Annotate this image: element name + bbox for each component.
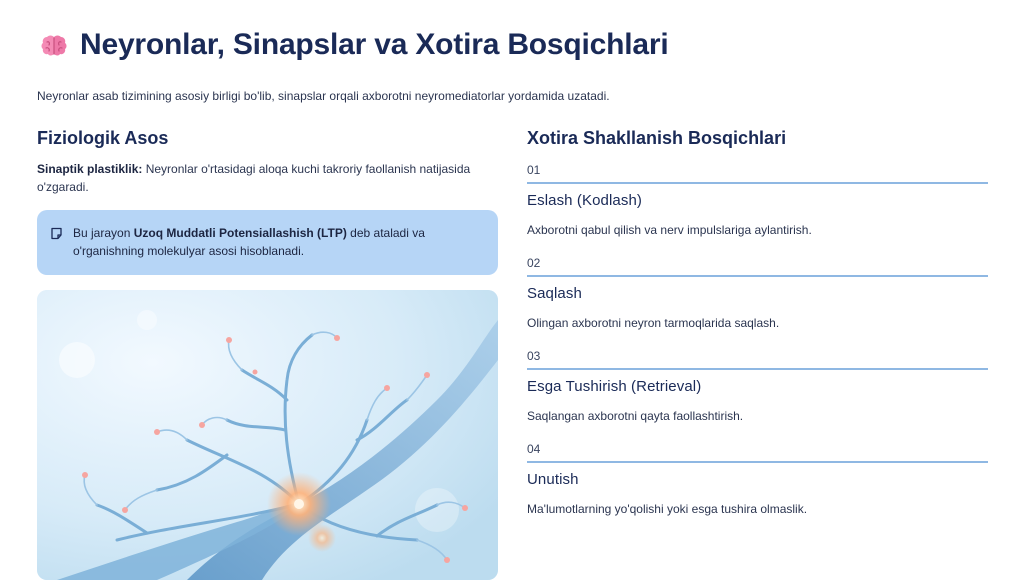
- step-description: Ma'lumotlarning yo'qolishi yoki esga tushira olmaslik.: [527, 502, 808, 516]
- step-number: 04: [527, 442, 541, 456]
- step-description: Axborotni qabul qilish va nerv impulslariga aylantirish.: [527, 223, 812, 237]
- step-number: 02: [527, 256, 541, 270]
- right-column: [527, 128, 988, 516]
- step-description: Olingan axborotni neyron tarmoqlarida saqlash.: [527, 316, 780, 330]
- step-number: 01: [527, 163, 541, 177]
- step-number: 03: [527, 349, 541, 363]
- step-title: Eslash (Kodlash): [527, 192, 642, 209]
- memory-step: [527, 349, 988, 423]
- plasticity-label: Sinaptik plastiklik:: [37, 162, 143, 176]
- step-title: Esga Tushirish (Retrieval): [527, 378, 702, 395]
- step-title: Unutish: [527, 471, 579, 488]
- step-title: Saqlash: [527, 285, 582, 302]
- plasticity-text: Neyronlar o'rtasidagi aloqa kuchi takroriy faollanish natijasida o'zgaradi.: [37, 162, 471, 194]
- ltp-note-box: [37, 210, 498, 275]
- memory-step: [527, 256, 988, 330]
- left-column: [37, 128, 498, 275]
- memory-step: [527, 442, 988, 516]
- note-text-after: deb ataladi va o'rganishning molekulyar asosi hisoblanadi.: [73, 226, 425, 258]
- neuron-illustration: [37, 290, 498, 580]
- step-divider: [527, 461, 988, 463]
- step-divider: [527, 182, 988, 184]
- note-icon: [50, 227, 63, 240]
- note-text-bold: Uzoq Muddatli Potensiallashish (LTP): [133, 226, 347, 240]
- section-heading-physiology: Fiziologik Asos: [37, 128, 169, 148]
- plasticity-paragraph: [37, 160, 477, 196]
- section-heading-memory-stages: Xotira Shakllanish Bosqichlari: [527, 128, 787, 148]
- note-text: [73, 224, 482, 275]
- step-divider: [527, 368, 988, 370]
- page-title: Neyronlar, Sinapslar va Xotira Bosqichlari: [80, 28, 669, 61]
- note-text-before: Bu jarayon: [73, 226, 134, 240]
- memory-step: [527, 163, 988, 237]
- step-description: Saqlangan axborotni qayta faollashtirish.: [527, 409, 744, 423]
- title-row: [38, 28, 669, 62]
- intro-text: Neyronlar asab tizimining asosiy birligi bo'lib, sinapslar orqali axborotni neyromediatorlar yordamida uzatadi.: [37, 89, 610, 103]
- brain-icon: [38, 29, 70, 61]
- step-divider: [527, 275, 988, 277]
